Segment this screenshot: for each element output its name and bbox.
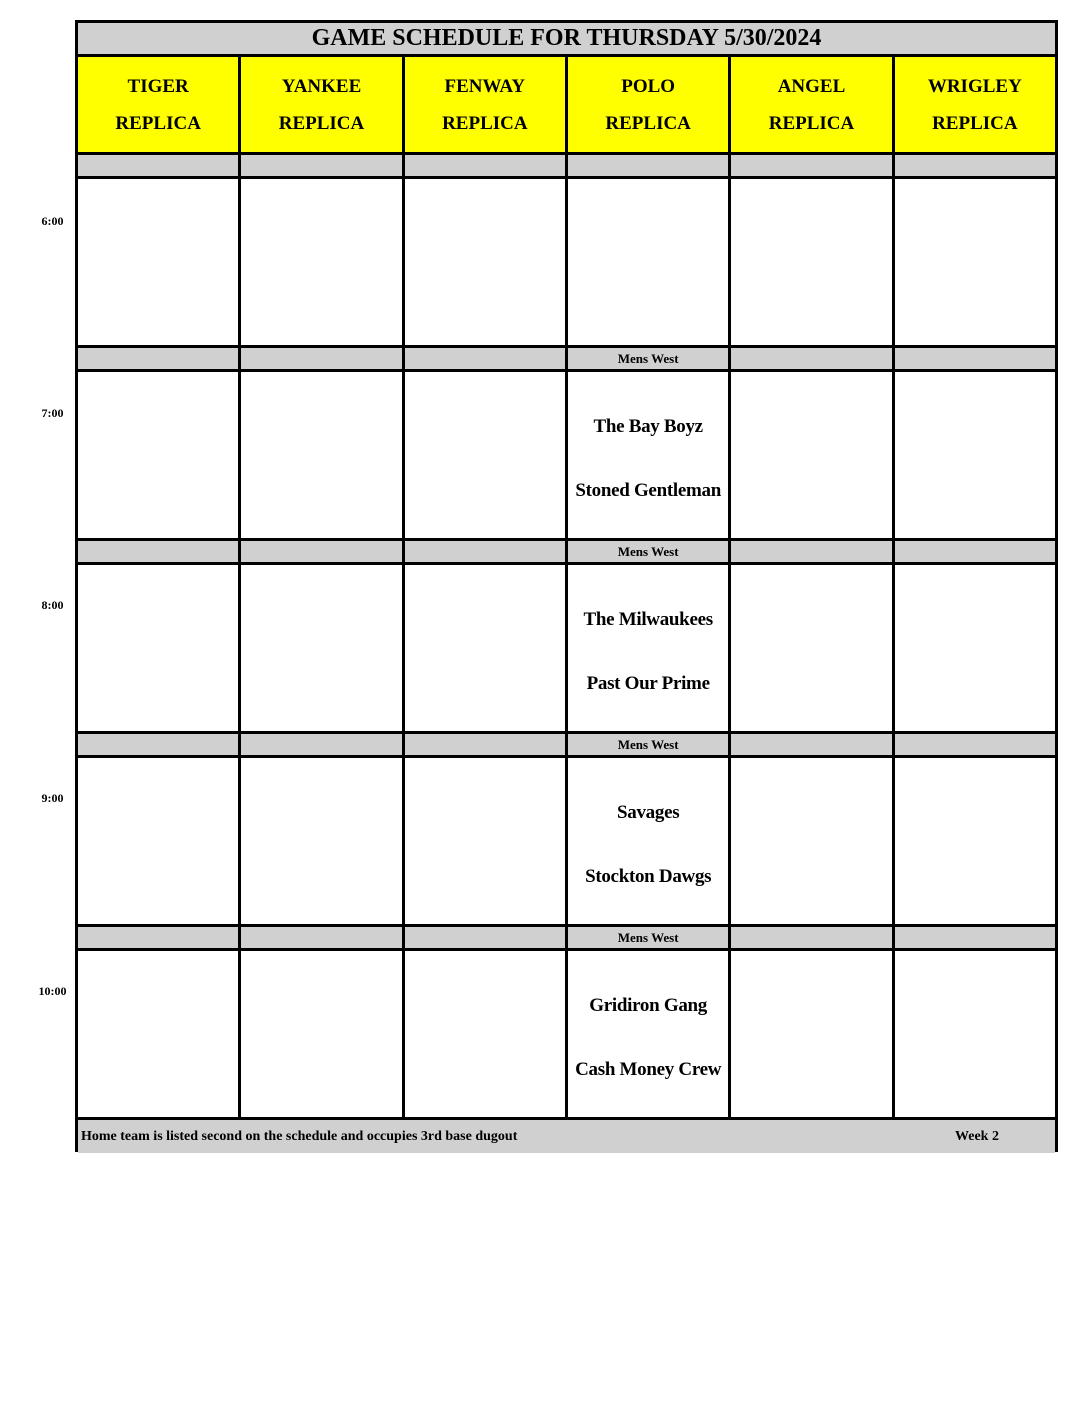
division-band xyxy=(78,734,238,755)
division-band xyxy=(78,155,238,176)
home-team xyxy=(78,651,238,715)
away-team xyxy=(241,973,401,1037)
game-slot xyxy=(731,951,891,1117)
game-slot xyxy=(895,758,1055,924)
division-band xyxy=(895,155,1055,176)
game-slot xyxy=(405,565,565,731)
game-slot xyxy=(78,951,238,1117)
division-band xyxy=(241,348,401,369)
home-team xyxy=(241,265,401,329)
division-band xyxy=(895,541,1055,562)
game-slot xyxy=(731,179,891,345)
schedule-table xyxy=(75,20,1058,1152)
game-slot xyxy=(731,758,891,924)
game-slot xyxy=(568,951,728,1117)
game-slot xyxy=(895,372,1055,538)
game-slot xyxy=(568,758,728,924)
division-band xyxy=(241,155,401,176)
away-team xyxy=(731,201,891,265)
home-team xyxy=(405,1037,565,1101)
away-team xyxy=(78,201,238,265)
time-label: 8:00 xyxy=(41,598,64,612)
game-slot xyxy=(568,565,728,731)
game-slot xyxy=(568,372,728,538)
division-band: Mens West xyxy=(568,348,728,369)
away-team xyxy=(241,201,401,265)
game-slot xyxy=(895,951,1055,1117)
park-header-fenway xyxy=(405,57,565,152)
game-slot xyxy=(78,565,238,731)
game-slot xyxy=(241,951,401,1117)
away-team xyxy=(405,973,565,1037)
schedule-footer xyxy=(78,1120,1055,1153)
game-slot xyxy=(405,951,565,1117)
division-band xyxy=(895,348,1055,369)
division-band xyxy=(405,348,565,369)
footer-week: Week 2 xyxy=(955,1128,999,1144)
schedule-title: GAME SCHEDULE FOR THURSDAY 5/30/2024 xyxy=(78,23,1055,54)
time-label: 6:00 xyxy=(41,214,64,228)
away-team: The Milwaukees xyxy=(583,608,713,630)
home-team xyxy=(78,844,238,908)
home-team xyxy=(895,458,1055,522)
away-team xyxy=(731,587,891,651)
away-team xyxy=(895,973,1055,1037)
division-band xyxy=(78,927,238,948)
game-slot xyxy=(895,179,1055,345)
away-team xyxy=(895,587,1055,651)
park-type: REPLICA xyxy=(442,112,528,134)
park-header-tiger xyxy=(78,57,238,152)
park-type: REPLICA xyxy=(605,112,691,134)
division-band xyxy=(405,734,565,755)
game-slot xyxy=(405,372,565,538)
home-team xyxy=(895,844,1055,908)
time-label: 9:00 xyxy=(41,791,64,805)
away-team xyxy=(78,394,238,458)
away-team xyxy=(405,780,565,844)
division-band xyxy=(241,541,401,562)
away-team xyxy=(731,394,891,458)
home-team xyxy=(731,458,891,522)
park-name: ANGEL xyxy=(777,75,846,97)
home-team xyxy=(241,1037,401,1101)
park-type: REPLICA xyxy=(932,112,1018,134)
division-band: Mens West xyxy=(568,734,728,755)
game-slot xyxy=(78,372,238,538)
home-team xyxy=(405,651,565,715)
away-team xyxy=(405,587,565,651)
home-team xyxy=(241,651,401,715)
time-label: 10:00 xyxy=(38,984,67,998)
away-team xyxy=(731,973,891,1037)
home-team xyxy=(895,651,1055,715)
park-type: REPLICA xyxy=(768,112,855,134)
home-team xyxy=(731,1037,891,1101)
park-header-wrigley xyxy=(895,57,1055,152)
home-team xyxy=(405,844,565,908)
away-team xyxy=(78,973,238,1037)
park-header-polo xyxy=(568,57,728,152)
division-band xyxy=(731,927,891,948)
division-band xyxy=(405,541,565,562)
away-team xyxy=(895,394,1055,458)
park-name: WRIGLEY xyxy=(927,75,1022,97)
park-name: YANKEE xyxy=(281,75,362,97)
game-slot xyxy=(731,565,891,731)
division-band xyxy=(78,348,238,369)
away-team xyxy=(405,394,565,458)
home-team xyxy=(568,265,728,329)
division-band xyxy=(731,155,891,176)
game-slot xyxy=(241,565,401,731)
footer-note: Home team is listed second on the schedule and occupies 3rd base dugout xyxy=(81,1128,518,1144)
game-slot xyxy=(78,758,238,924)
division-band: Mens West xyxy=(568,927,728,948)
game-slot xyxy=(241,179,401,345)
home-team: Cash Money Crew xyxy=(575,1058,722,1080)
home-team xyxy=(78,458,238,522)
division-band: Mens West xyxy=(568,541,728,562)
home-team xyxy=(241,458,401,522)
home-team xyxy=(78,265,238,329)
away-team: The Bay Boyz xyxy=(593,415,703,437)
division-band xyxy=(241,734,401,755)
division-band xyxy=(78,541,238,562)
away-team xyxy=(241,780,401,844)
park-name: POLO xyxy=(621,75,676,97)
home-team xyxy=(895,1037,1055,1101)
park-name: FENWAY xyxy=(444,75,526,97)
away-team xyxy=(405,201,565,265)
game-slot xyxy=(405,758,565,924)
game-slot xyxy=(405,179,565,345)
home-team xyxy=(241,844,401,908)
home-team xyxy=(895,265,1055,329)
division-band xyxy=(731,734,891,755)
away-team xyxy=(731,780,891,844)
division-band xyxy=(405,927,565,948)
home-team xyxy=(405,458,565,522)
away-team xyxy=(895,201,1055,265)
home-team: Stoned Gentleman xyxy=(575,479,721,501)
park-name: TIGER xyxy=(127,75,189,97)
home-team xyxy=(731,265,891,329)
away-team xyxy=(78,587,238,651)
away-team xyxy=(895,780,1055,844)
away-team: Savages xyxy=(617,801,680,823)
home-team xyxy=(731,844,891,908)
home-team xyxy=(405,265,565,329)
away-team: Gridiron Gang xyxy=(589,994,707,1016)
park-type: REPLICA xyxy=(278,112,365,134)
away-team xyxy=(241,394,401,458)
away-team xyxy=(241,587,401,651)
division-band xyxy=(895,927,1055,948)
game-slot xyxy=(78,179,238,345)
home-team xyxy=(731,651,891,715)
division-band xyxy=(405,155,565,176)
park-header-yankee xyxy=(241,57,401,152)
game-slot xyxy=(731,372,891,538)
home-team: Stockton Dawgs xyxy=(585,865,712,887)
division-band xyxy=(568,155,728,176)
division-band xyxy=(895,734,1055,755)
game-slot xyxy=(895,565,1055,731)
time-label: 7:00 xyxy=(41,406,64,420)
home-team: Past Our Prime xyxy=(586,672,710,694)
home-team xyxy=(78,1037,238,1101)
division-band xyxy=(241,927,401,948)
game-slot xyxy=(241,758,401,924)
away-team xyxy=(568,201,728,265)
division-band xyxy=(731,541,891,562)
game-slot xyxy=(568,179,728,345)
away-team xyxy=(78,780,238,844)
game-slot xyxy=(241,372,401,538)
park-header-angel xyxy=(731,57,891,152)
division-band xyxy=(731,348,891,369)
park-type: REPLICA xyxy=(115,112,201,134)
